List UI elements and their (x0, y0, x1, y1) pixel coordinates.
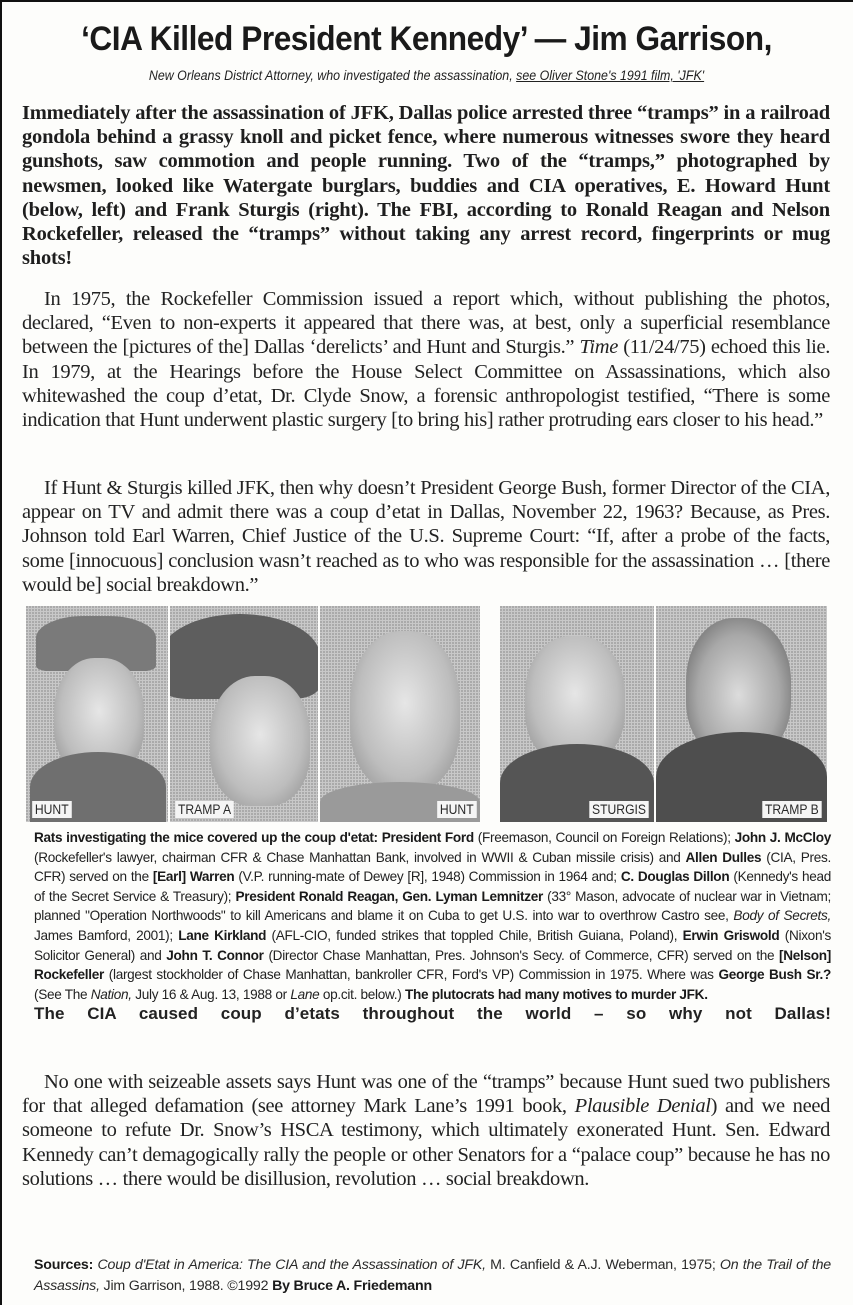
paragraph-rockefeller-commission (22, 287, 830, 432)
lead-paragraph: Immediately after the assassination of JFK, Dallas police arrested three “tramps” in a railroad gondola behind a grassy knoll and picket fence, where numerous witnesses swore they heard gunshots, saw commotion and people running. Two of the “tramps,” photographed by newsmen, looked like Watergate burglars, buddies and CIA operatives, E. Howard Hunt (below, left) and Frank Sturgis (right). The FBI, according to Ronald Reagan and Nelson Rockefeller, released the “tramps” without taking any arrest record, fingerprints or mug shots! (22, 102, 830, 270)
caption-text: (Director Chase Manhattan, Pres. Johnson's Secy. of Commerce, CFR) served on the (263, 947, 780, 963)
photo-caption (34, 828, 831, 1024)
caption-bold: Allen Dulles (685, 849, 762, 865)
paragraph-bush-question: If Hunt & Sturgis killed JFK, then why doesn’t President George Bush, former Director of the CIA, appear on TV and admit there was a coup d’etat in Dallas, November 22, 1963? Because, as Pres. Johnson told Earl Warren, Chief Justice of the U.S. Supreme Court: “If, after a probe of the facts, some [innocuous] conclusion wasn’t reached as to who was responsible for the assassination … [there would be] social breakdown.” (22, 477, 830, 596)
caption-bold: Lane Kirkland (178, 927, 267, 943)
photo-tramp-a (170, 606, 318, 822)
face-shape (210, 676, 310, 806)
caption-bold: John T. Connor (166, 947, 264, 963)
caption-bold: The plutocrats had many motives to murder JFK. (404, 986, 708, 1002)
caption-bold: Rats investigating the mice covered up the coup d'etat: President Ford (34, 830, 474, 845)
source-authors: M. Canfield & A.J. Weberman, 1975; (485, 1257, 720, 1273)
book-title: Body of Secrets, (733, 908, 831, 924)
headline: ‘CIA Killed President Kennedy’ — Jim Garrison, (81, 20, 772, 58)
caption-text: (33° Mason, advocate of nuclear war in Vietnam; planned "Operation Northwoods" to kill Americans and blame it on Cuba to get U.S. into war to overthrow Castro see, (34, 888, 831, 924)
caption-bold: [Earl] Warren (152, 869, 235, 885)
caption-text: (largest stockholder of Chase Manhattan, bankroller CFR, Ford's VP) Commission in 1975. Where was (104, 967, 719, 983)
photo-label: STURGIS (589, 801, 648, 818)
photo-label: HUNT (437, 801, 476, 818)
caption-text: James Bamford, 2001); (34, 927, 179, 943)
photo-tramp-b (656, 606, 827, 822)
caption-text: (Rockefeller's lawyer, chairman CFR & Chase Manhattan Bank, involved in WWII & Cuban missile crisis) and (34, 849, 686, 865)
caption-text: op.cit. below.) (319, 986, 405, 1002)
photo-hunt-left (26, 606, 168, 822)
face-shape (350, 631, 460, 791)
photo-label: TRAMP B (763, 801, 822, 818)
caption-text: (Kennedy's head of the Secret Service & Treasury); (34, 869, 831, 904)
paragraph-hunt-lawsuit (22, 1070, 830, 1191)
caption-text: (Freemason, Council on Foreign Relations); (473, 830, 735, 845)
caption-closing-line: The CIA caused coup d’etats throughout the world – so why not Dallas! (34, 1004, 831, 1024)
caption-text: (AFL-CIO, funded strikes that toppled Chile, British Guiana, Poland), (266, 927, 683, 943)
caption-bold: [Nelson] Rockefeller (34, 947, 831, 983)
source-authors: Jim Garrison, 1988. ©1992 (99, 1278, 273, 1294)
book-title: Plausible Denial (574, 1095, 711, 1118)
photo-label: TRAMP A (175, 801, 234, 818)
caption-text: July 16 & Aug. 13, 1988 or (131, 986, 291, 1002)
magazine-title: Time (579, 336, 618, 359)
caption-text: (CIA, Pres. CFR) served on the (34, 849, 831, 885)
sources (34, 1255, 831, 1297)
caption-bold: George Bush Sr.? (718, 967, 831, 983)
photo-label: HUNT (32, 801, 71, 818)
caption-text: (Nixon's Solicitor General) and (34, 927, 831, 963)
source-book-title: Coup d'Etat in America: The CIA and the Assassination of JFK, (97, 1257, 486, 1273)
paragraph-text: In 1975, the Rockefeller Commission issued a report which, without publishing the photos, declared, “Even to non-experts it appeared that there was, at best, only a superficial resemblance between the [pictures of the] Dallas ‘derelicts’ and Hunt and Sturgis.” (22, 288, 830, 359)
caption-bold: Erwin Griswold (682, 927, 780, 943)
byline: By Bruce A. Friedemann (272, 1278, 432, 1294)
book-reference: Lane (290, 986, 320, 1002)
paragraph-text: No one with seizeable assets says Hunt was one of the “tramps” because Hunt sued two publishers for that alleged defamation (see attorney Mark Lane’s 1991 book, (22, 1071, 830, 1118)
photo-group-sturgis-tramp-b (500, 606, 827, 822)
photo-sturgis (500, 606, 654, 822)
subhead (34, 68, 819, 83)
photo-hunt-right (320, 606, 480, 822)
caption-bold: President Ronald Reagan, Gen. Lyman Lemnitzer (235, 888, 543, 904)
caption-text: (V.P. running-mate of Dewey [R], 1948) Commission in 1964 and; (234, 869, 621, 885)
subhead-text: New Orleans District Attorney, who investigated the assassination, (148, 68, 517, 83)
caption-bold: C. Douglas Dillon (620, 869, 730, 885)
magazine-title: Nation, (90, 986, 132, 1002)
photo-group-hunt-tramp-a (26, 606, 480, 822)
film-reference-link[interactable]: see Oliver Stone's 1991 film, 'JFK' (516, 68, 705, 83)
paragraph-text: ) and we need someone to refute Dr. Snow’s HSCA testimony, which ultimately exonerated Hunt. Sen. Edward Kennedy can’t demagogically rally the people or other Senators for a “palace coup” because he has no solutions … there would be disillusion, revolution … social breakdown. (22, 1095, 830, 1190)
paragraph-text: (11/24/75) echoed this lie. In 1979, at the Hearings before the House Select Committee on Assassinations, which also whitewashed the coup d’etat, Dr. Clyde Snow, a forensic anthropologist testified, “There is some indication that Hunt underwent plastic surgery [to bring his] rather protruding ears closer to his head.” (22, 336, 830, 432)
source-book-title: On the Trail of the Assassins, (34, 1257, 831, 1294)
sources-label: Sources: (34, 1257, 94, 1273)
caption-text: (See The (34, 986, 91, 1002)
caption-bold: John J. McCloy (734, 830, 831, 845)
